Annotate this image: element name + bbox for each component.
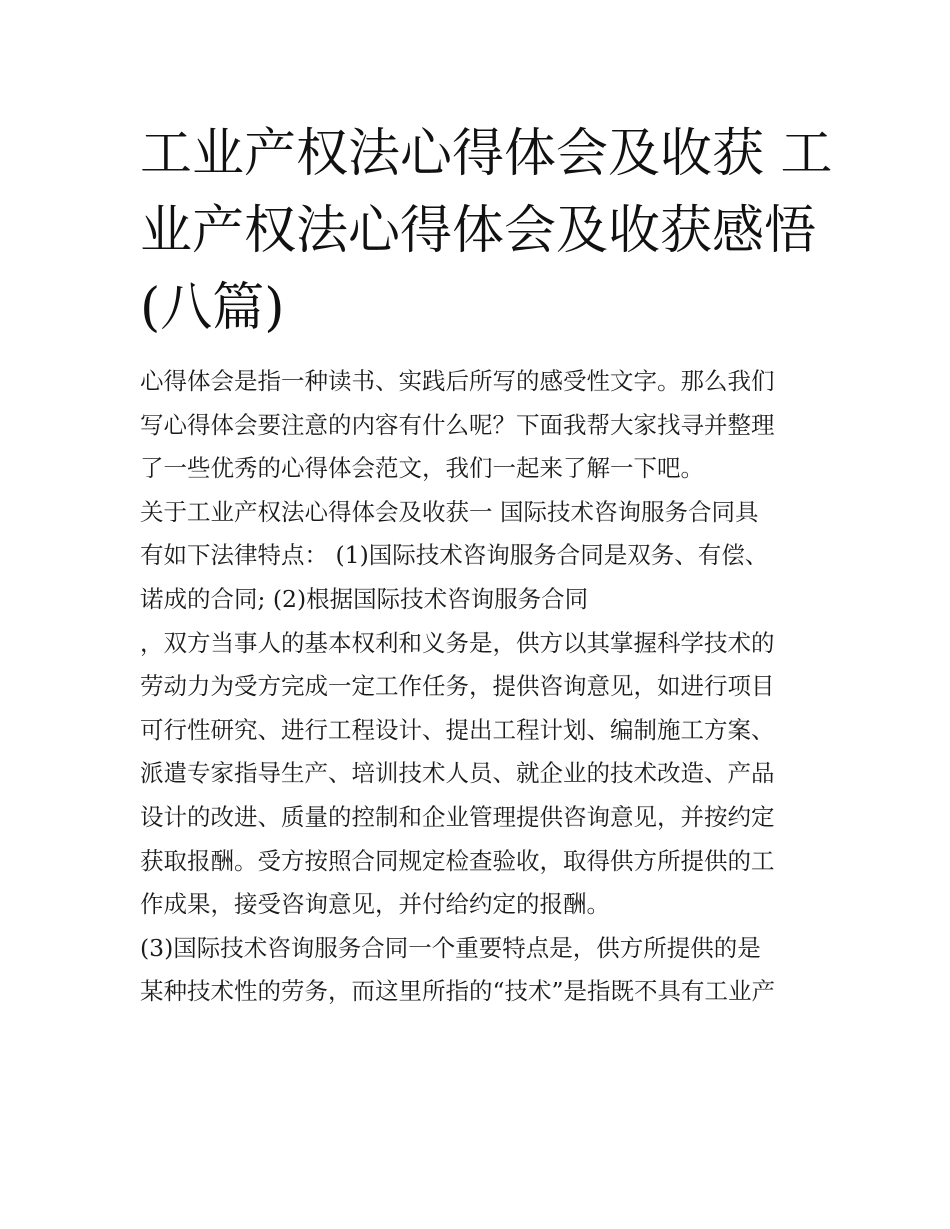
body-line: 关于工业产权法心得体会及收获一 国际技术咨询服务合同具 bbox=[140, 497, 759, 526]
document-title bbox=[140, 116, 833, 347]
body-line: 获取报酬。受方按照合同规定检查验收，取得供方所提供的工 bbox=[140, 846, 775, 875]
document-body bbox=[140, 360, 830, 1014]
title-line-1: 工业产权法心得体会及收获 工 bbox=[140, 124, 833, 184]
body-line: 有如下法律特点： (1)国际技术咨询服务合同是双务、有偿、 bbox=[140, 541, 769, 570]
body-line: ，双方当事人的基本权利和义务是，供方以其掌握科学技术的 bbox=[140, 628, 775, 657]
body-line: 设计的改进、质量的控制和企业管理提供咨询意见，并按约定 bbox=[140, 802, 775, 831]
body-line: 诺成的合同; (2)根据国际技术咨询服务合同 bbox=[140, 584, 589, 613]
body-line: 了一些优秀的心得体会范文，我们一起来了解一下吧。 bbox=[140, 454, 704, 483]
body-line: 心得体会是指一种读书、实践后所写的感受性文字。那么我们 bbox=[140, 367, 775, 395]
body-line: 劳动力为受方完成一定工作任务，提供咨询意见，如进行项目 bbox=[140, 672, 775, 701]
body-line: 写心得体会要注意的内容有什么呢？下面我帮大家找寻并整理 bbox=[140, 410, 775, 439]
body-line: 某种技术性的劳务，而这里所指的“技术”是指既不具有工业产 bbox=[140, 977, 776, 1006]
body-line: 作成果，接受咨询意见，并付给约定的报酬。 bbox=[140, 890, 610, 919]
body-line: (3)国际技术咨询服务合同一个重要特点是，供方所提供的是 bbox=[140, 933, 761, 962]
title-line-2: 业产权法心得体会及收获感悟 bbox=[140, 201, 817, 261]
body-line: 派遣专家指导生产、培训技术人员、就企业的技术改造、产品 bbox=[140, 759, 775, 788]
title-line-3: (八篇) bbox=[140, 278, 285, 338]
body-line: 可行性研究、进行工程设计、提出工程计划、编制施工方案、 bbox=[140, 715, 775, 744]
